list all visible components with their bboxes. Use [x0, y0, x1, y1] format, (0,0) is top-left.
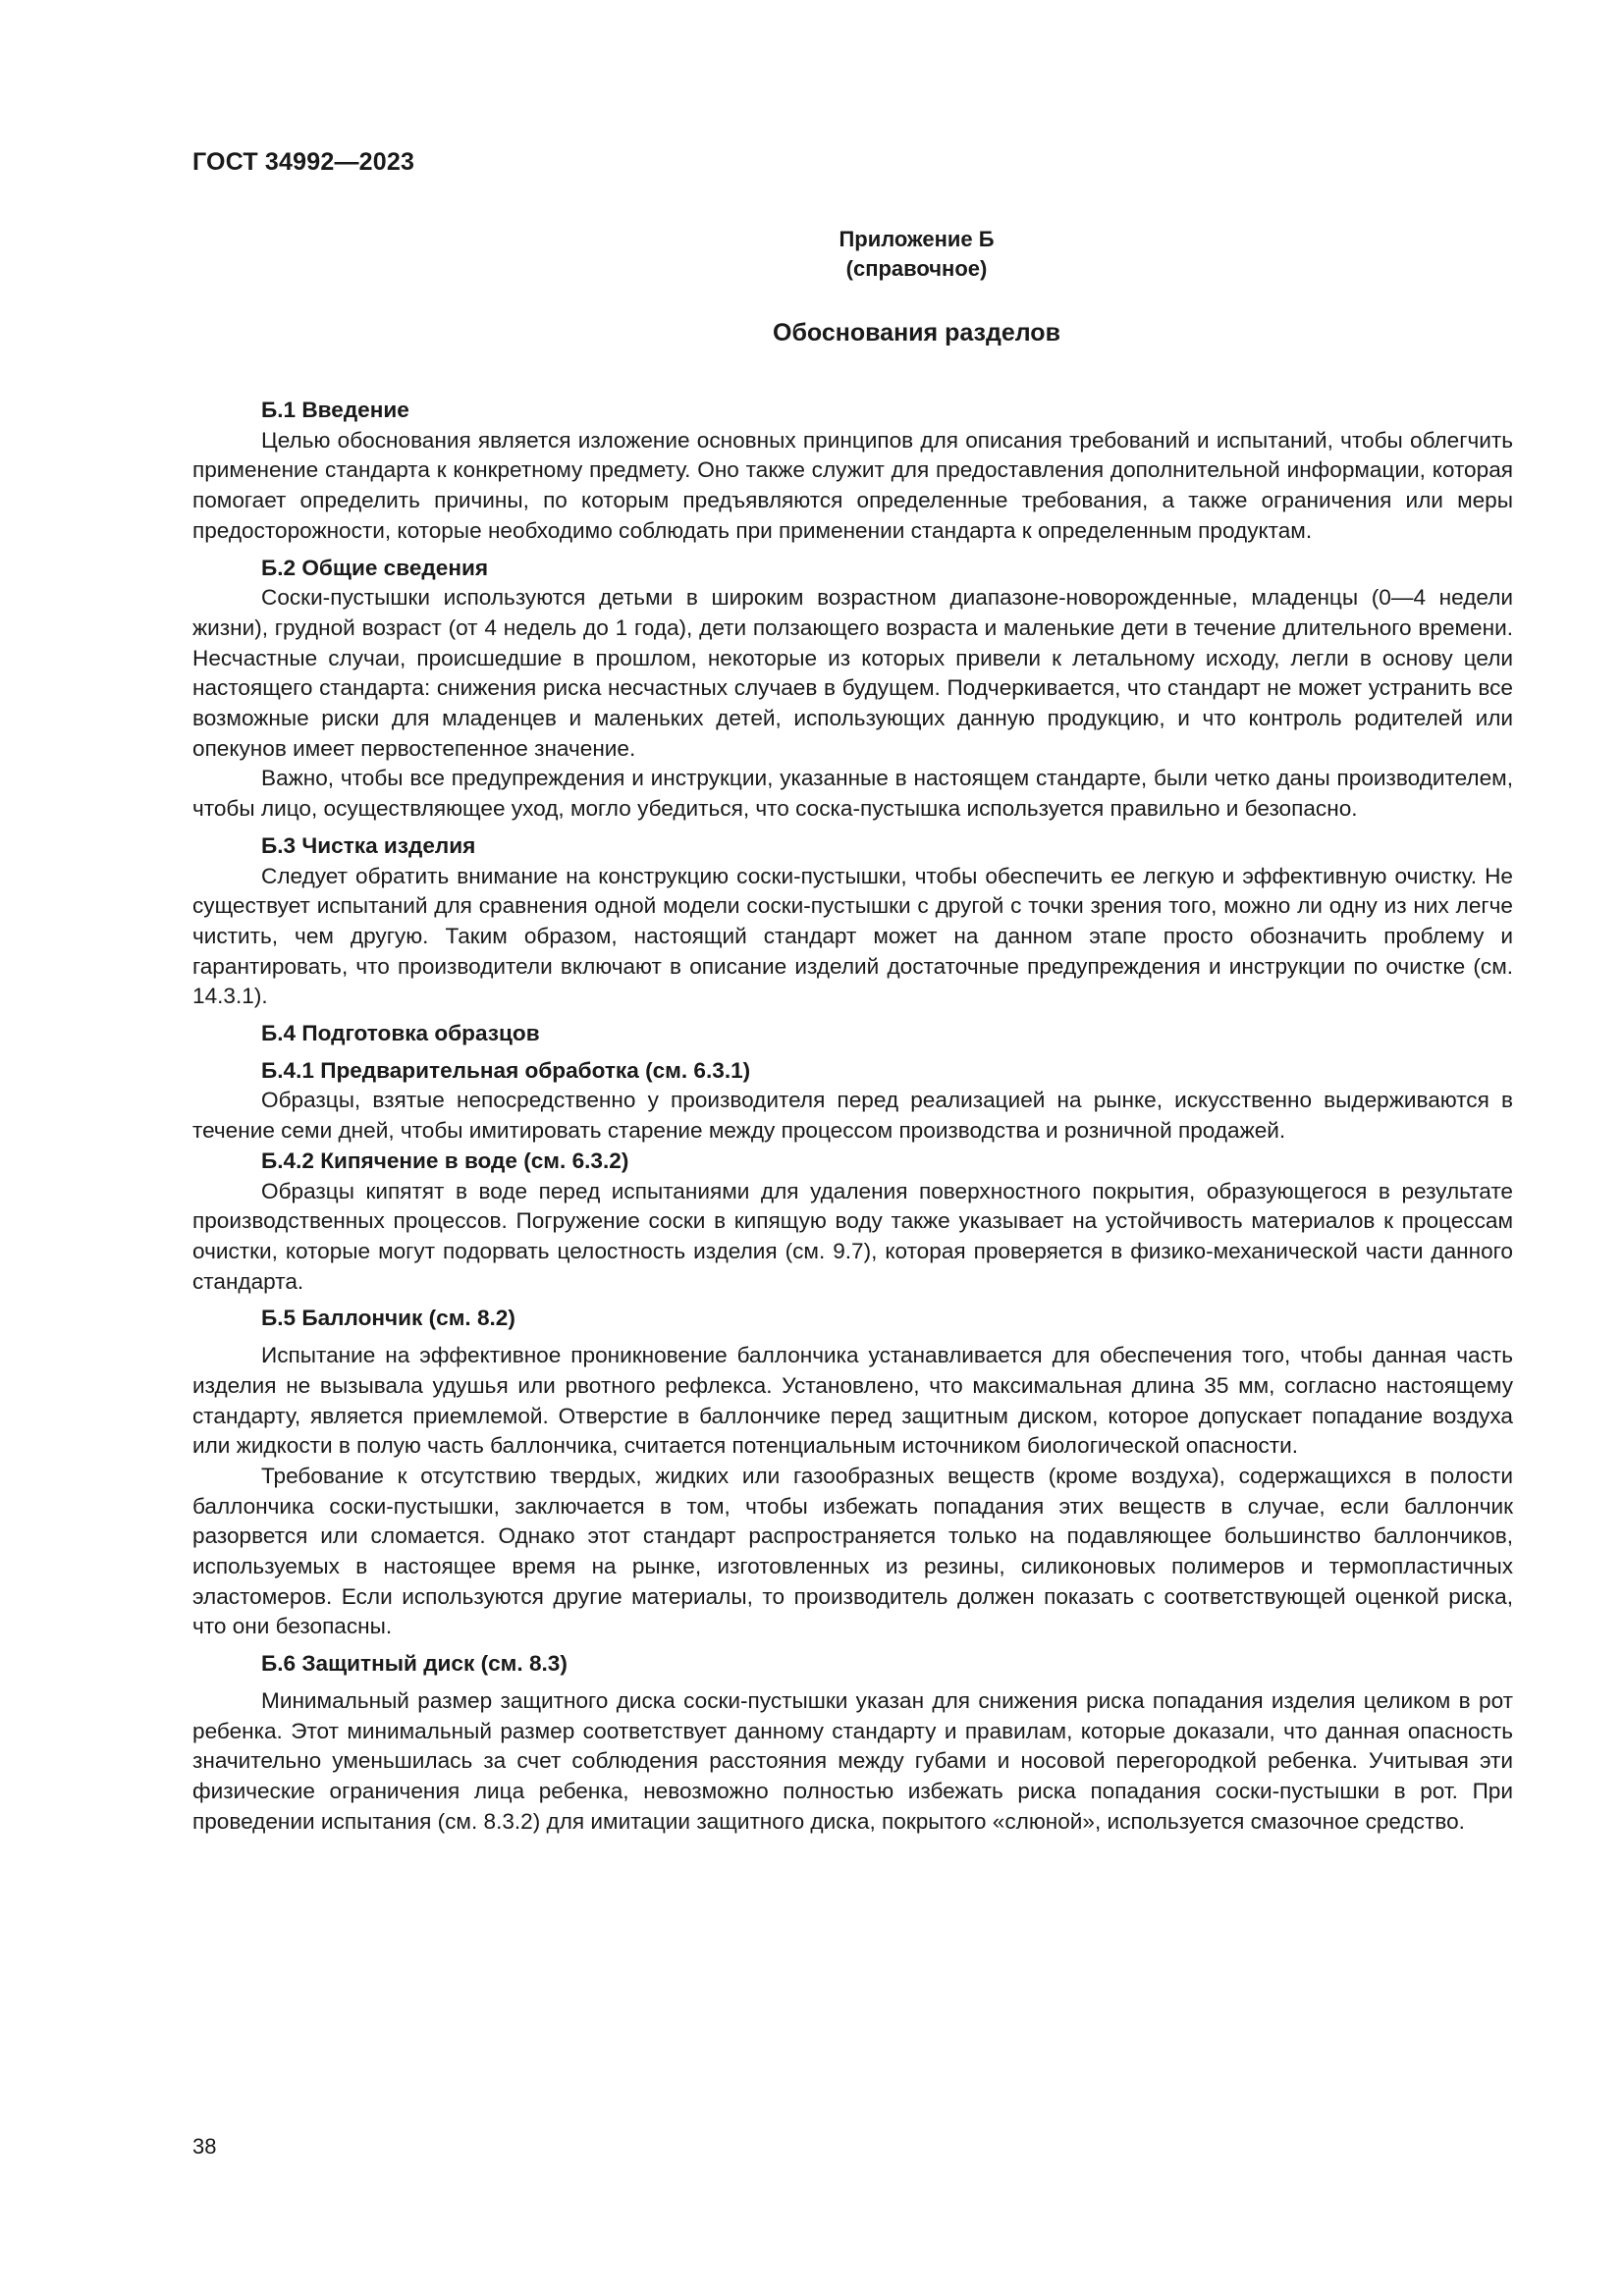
appendix-label: Приложение Б	[839, 227, 995, 251]
section-heading-b6: Б.6 Защитный диск (см. 8.3)	[261, 1651, 568, 1677]
appendix-title	[192, 225, 1513, 254]
subsection-b41-paragraph: Образцы, взятые непосредственно у производителя перед реализацией на рынке, искусственно выдерживаются в течение семи дней, чтобы имитировать старение между процессом производства и розничной продажей.	[192, 1088, 1513, 1144]
subsection-heading-b41: Б.4.1 Предварительная обработка (см. 6.3.1)	[261, 1057, 751, 1083]
page-number: 38	[192, 2134, 217, 2159]
appendix-heading: Обоснования разделов	[773, 319, 1060, 347]
appendix-type-label: (справочное)	[845, 256, 988, 281]
appendix-type	[192, 254, 1513, 284]
section-b5-paragraph-1: Испытание на эффективное проникновение баллончика устанавливается для обеспечения того, чтобы данная часть изделия не вызывала удушья или рвотного рефлекса. Установлено, что максимальная длина 35 мм, согласно настоящему стандарту, является приемлемой. Отверстие в баллончике перед защитным диском, которое допускает попадание воздуха или жидкости в полую часть баллончика, считается потенциальным источником биологической опасности.	[192, 1343, 1513, 1459]
section-heading-b2: Б.2 Общие сведения	[261, 555, 489, 580]
subsection-b42-paragraph: Образцы кипятят в воде перед испытаниями для удаления поверхностного покрытия, образующегося в результате производственных процессов. Погружение соски в кипящую воду также указывает на устойчивость материалов к процессам очистки, которые могут подорвать целостность изделия (см. 9.7), которая проверяется в физико-механической части данного стандарта.	[192, 1178, 1513, 1294]
section-b1-paragraph: Целью обоснования является изложение основных принципов для описания требований и испытаний, чтобы облегчить применение стандарта к конкретному предмету. Оно также служит для предоставления дополнительной информации, которая помогает определить причины, по которым предъявляются определенные требования, а также ограничения или меры предосторожности, которые необходимо соблюдать при применении стандарта к определенным продуктам.	[192, 427, 1513, 543]
section-b2-paragraph-2: Важно, чтобы все предупреждения и инструкции, указанные в настоящем стандарте, были четко даны производителем, чтобы лицо, осуществляющее уход, могло убедиться, что соска-пустышка используется правильно и безопасно.	[192, 766, 1513, 822]
section-b5-paragraph-2: Требование к отсутствию твердых, жидких или газообразных веществ (кроме воздуха), содержащихся в полости баллончика соски-пустышки, заключается в том, чтобы избежать попадания этих веществ в случае, если баллончик разорвется или сломается. Однако этот стандарт распространяется только на подавляющее большинство баллончиков, используемых в настоящее время на рынке, изготовленных из резины, силиконовых полимеров и термопластичных эластомеров. Если используются другие материалы, то производитель должен показать с соответствующей оценкой риска, что они безопасны.	[192, 1463, 1513, 1639]
section-b6-paragraph: Минимальный размер защитного диска соски-пустышки указан для снижения риска попадания изделия целиком в рот ребенка. Этот минимальный размер соответствует данному стандарту и правилам, которые доказали, что данная опасность значительно уменьшилась за счет соблюдения расстояния между губами и носовой перегородкой ребенка. Учитывая эти физические ограничения лица ребенка, невозможно полностью избежать риска попадания соски-пустышки в рот. При проведении испытания (см. 8.3.2) для имитации защитного диска, покрытого «слюной», используется смазочное средство.	[192, 1687, 1513, 1834]
document-body	[192, 396, 1513, 1837]
section-heading-b1: Б.1 Введение	[261, 398, 409, 422]
section-b2-paragraph-1: Соски-пустышки используются детьми в широким возрастном диапазоне-новорожденные, младенцы (0—4 недели жизни), грудной возраст (от 4 недель до 1 года), дети ползающего возраста и маленькие дети в течение длительного времени. Несчастные случаи, происшедшие в прошлом, некоторые из которых привели к летальному исходу, легли в основу цели настоящего стандарта: снижения риска несчастных случаев в будущем. Подчеркивается, что стандарт не может устранить все возможные риски для младенцев и маленьких детей, использующих данную продукцию, и что контроль родителей или опекунов имеет первостепенное значение.	[192, 585, 1513, 761]
section-b3-paragraph: Следует обратить внимание на конструкцию соски-пустышки, чтобы обеспечить ее легкую и эффективную очистку. Не существует испытаний для сравнения одной модели соски-пустышки с другой с точки зрения того, можно ли одну из них легче чистить, чем другую. Таким образом, настоящий стандарт может на данном этапе просто обозначить проблему и гарантировать, что производители включают в описание изделий достаточные предупреждения и инструкции по очистке (см. 14.3.1).	[192, 863, 1513, 1009]
document-code: ГОСТ 34992—2023	[192, 148, 415, 176]
subsection-heading-b42: Б.4.2 Кипячение в воде (см. 6.3.2)	[261, 1148, 629, 1173]
section-heading-b4: Б.4 Подготовка образцов	[261, 1021, 540, 1046]
section-heading-b3: Б.3 Чистка изделия	[261, 832, 476, 858]
section-heading-b5: Б.5 Баллончик (см. 8.2)	[261, 1306, 515, 1331]
